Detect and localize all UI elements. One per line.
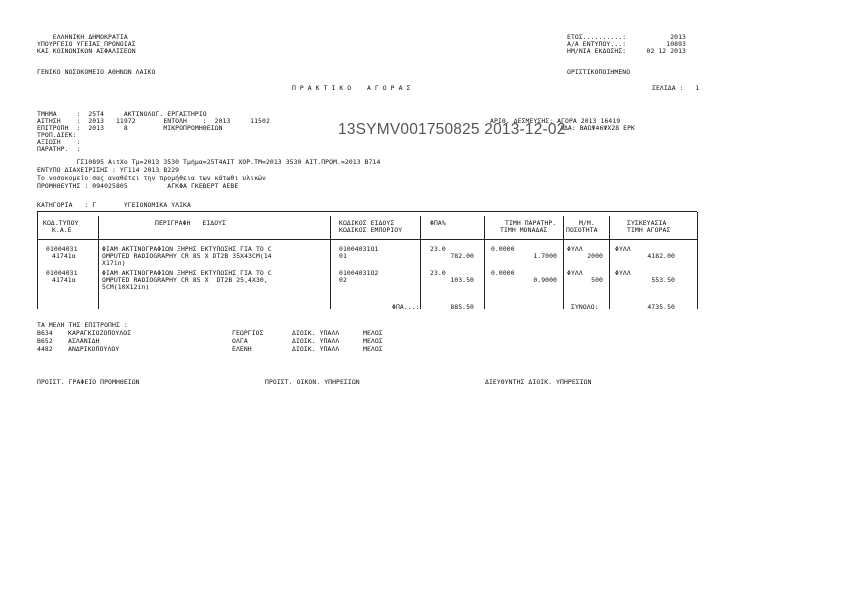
header-kae: Κ.Α.Ε	[52, 226, 72, 234]
table-col-sep	[330, 216, 331, 309]
row2-vat-rate: 23.0	[430, 269, 446, 277]
row1-amount: 4182.00	[647, 252, 675, 260]
row2-vat-amount: 103.50	[450, 276, 474, 284]
row1-desc-2: OMPUTED RADIOGRAPHY CR 85 X DT2B 35X43CM(14	[102, 252, 272, 260]
row1-quantity: 2000	[587, 252, 603, 260]
hospital-name: ΓΕΝΙΚΟ ΝΟΣΟΚΟΜΕΙΟ ΑΘΗΝΩΝ ΛΑΙΚΟ	[37, 68, 156, 76]
header-code-type: ΚΩΔ.ΤΥΠΟΥ	[43, 219, 79, 227]
header-description: ΠΕΡΙΓΡΑΦΗ ΕΙΔΟΥΣ	[155, 219, 227, 227]
row2-kae: 41741α	[52, 276, 76, 284]
member-position: ΜΕΛΟΣ	[363, 345, 383, 353]
vat-total-label: ΦΠΑ...:	[392, 303, 420, 311]
header-purchase-price: ΤΙΜΗ ΑΓΟΡΑΣ	[627, 226, 671, 234]
meta-remarks: ΠΑΡΑΤΗΡ. :	[37, 145, 81, 153]
row1-item-code: 01004031О1	[339, 245, 379, 253]
member-name: ΓΕΩΡΓΙΟΣ	[232, 329, 264, 337]
vat-total-value: 885.50	[450, 303, 474, 311]
supplier-line: ΠΡΟΜΗΘΕΥΤΗΣ : 094025805 ΑΓΚΦΑ ΓΚΕΒΕΡΤ ΑΕΒΕ	[37, 182, 239, 190]
form-number-label: Α/Α ΕΝΤΥΠΟΥ...:	[567, 40, 627, 48]
ministry-line-3: ΚΑΙ ΚΟΙΝΩΝΙΚΩΝ ΑΣΦΑΛΙΣΕΩΝ	[37, 47, 136, 55]
ministry-line-2: ΥΠΟΥΡΓΕΙΟ ΥΓΕΙΑΣ ΠΡΟΝΟΙΑΣ	[37, 40, 136, 48]
row2-desc-1: ΦΙΑΜ ΑΚΤΙΝΟΓΡΑΦΙΩΝ ΞΗΡΗΣ ΕΚΤΥΠΩΣΗΣ ΓΙΑ ΤΟ C	[102, 269, 272, 277]
year-label: ΕΤΟΣ..........:	[567, 33, 627, 41]
member-id: 4482	[37, 345, 53, 353]
header-quantity: ΠΟΣΟΤΗΤΑ	[566, 226, 598, 234]
reference-note: ΓΣ10895 ΑιτΧο Τμ=2013 3530 Τμήμα=25Τ4ΑΙΤ ΧΟΡ.ΤΜ=2013 3530 ΑΙΤ.ΠΡΟΜ.=2013 Β714	[37, 158, 381, 166]
meta-procedure: ΤΡΟΠ.ΔΙΕΚ:	[37, 131, 77, 139]
header-item-code: ΚΩΔΙΚΟΣ ΕΙΔΟΥΣ	[339, 219, 395, 227]
management-form-note: ΕΝΤΥΠΟ ΔΙΑΧΕΙΡΙΣΗΣ : ΥΓ114 2013 Β229	[37, 166, 180, 174]
grand-total-label: ΣΥΝΟΛΟ:	[571, 303, 599, 311]
header-unit: Μ/Μ.	[579, 219, 595, 227]
category-line: ΚΑΤΗΓΟΡΙΑ : Γ ΥΓΕΙΟΝΟΜΙΚΑ ΥΛΙΚΑ	[37, 201, 191, 209]
table-border-right	[697, 212, 698, 309]
row1-desc-1: ΦΙΑΜ ΑΚΤΙΝΟΓΡΑΦΙΩΝ ΞΗΡΗΣ ΕΚΤΥΠΩΣΗΣ ΓΙΑ ΤΟ C	[102, 245, 272, 253]
member-role: ΔΙΟΙΚ. ΥΠΑΛΛ	[292, 345, 340, 353]
row2-amount: 553.50	[651, 276, 675, 284]
row2-unit: ΦΥΛΛ	[567, 269, 583, 277]
table-col-sep	[609, 216, 610, 309]
row2-desc-2: OMPUTED RADIOGRAPHY CR 85 X DT2B 25,4X30,	[102, 276, 268, 284]
table-border-left	[37, 212, 38, 309]
registry-stamp: 13SYMV001750825 2013-12-02	[338, 121, 566, 138]
grand-total-value: 4735.50	[647, 303, 675, 311]
meta-request: ΑΙΤΗΣΗ : 2013 11972 ΕΝΤΟΛΗ : 2013 11502	[37, 117, 270, 125]
year-value: 2013	[670, 33, 686, 41]
document-title: Π Ρ Α Κ Τ Ι Κ Ο Α Γ Ο Ρ Α Σ	[292, 84, 411, 92]
row1-vat-amount: 782.00	[450, 252, 474, 260]
header-packaging: ΣΥΣΚΕΥΑΣΙΑ	[627, 219, 667, 227]
meta-claim: ΑΞΙΩΣΗ :	[37, 138, 81, 146]
assignment-note: Το νοσοκομείο σας αναθέτει την προμήθεια των κάτωθι υλικών	[37, 174, 266, 182]
meta-department: ΤΜΗΜΑ : 25Τ4 ΑΚΤΙΝΟΛΟΓ. ΕΡΓΑΣΤΗΡΙΟ	[37, 110, 207, 118]
member-surname: ΑΝΔΡΙΚΟΠΟΥΛΟΥ	[68, 345, 120, 353]
member-role: ΔΙΟΙΚ. ΥΠΑΛΛ	[292, 337, 340, 345]
issue-date-label: ΗΜ/ΝΙΑ ΕΚΔΟΣΗΣ:	[567, 47, 627, 55]
row2-packaging: ΦΥΛΛ	[615, 269, 631, 277]
member-name: ΕΛΕΝΗ	[232, 345, 252, 353]
ada-code: ΑΔΑ: ΒΑΩΨ46ΨΧ28 ΕΡΚ	[560, 124, 636, 132]
member-surname: ΑΣΛΑΝΙΔΗ	[68, 337, 100, 345]
row1-packaging: ΦΥΛΛ	[615, 245, 631, 253]
commitment-number: ΑΡΙΘ. ΔΕΣΜΕΥΣΗΣ: ΑΓΟΡΑ 2013 16419	[490, 117, 621, 125]
meta-committee: ΕΠΙΤΡΟΠΗ : 2013 8 ΜΙΚΡΟΠΡΟΜΗΘΕΙΩΝ	[37, 124, 223, 132]
table-col-sep	[420, 216, 421, 309]
issue-date-value: 02 12 2013	[646, 47, 686, 55]
table-header-rule	[37, 239, 697, 240]
member-position: ΜΕΛΟΣ	[363, 329, 383, 337]
row2-ref-price: 0.0000	[491, 269, 515, 277]
signature-procurement-head: ΠΡΟΙΣΤ. ΓΡΑΦΕΙΟ ΠΡΟΜΗΘΕΙΩΝ	[37, 378, 140, 386]
table-col-sep	[98, 216, 99, 309]
page-number: ΣΕΛΙΔΑ : 1	[652, 84, 700, 92]
row1-code-type: 01004031	[46, 245, 78, 253]
form-number-value: 10893	[666, 40, 686, 48]
header-vat: ΦΠΑ%	[430, 219, 446, 227]
row2-code-type: 01004031	[46, 269, 78, 277]
row1-unit: ΦΥΛΛ	[567, 245, 583, 253]
row1-ref-price: 0.0000	[491, 245, 515, 253]
row2-unit-price: 0.9000	[533, 276, 557, 284]
table-col-sep	[484, 216, 485, 309]
ministry-line-1: ΕΛΛΗΝΙΚΗ ΔΗΜΟΚΡΑΤΙΑ	[37, 33, 128, 41]
row1-desc-3: X17in)	[102, 259, 126, 267]
member-role: ΔΙΟΙΚ. ΥΠΑΛΛ	[292, 329, 340, 337]
row1-vat-rate: 23.0	[430, 245, 446, 253]
committee-title: ΤΑ ΜΕΛΗ ΤΗΣ ΕΠΙΤΡΟΠΗΣ :	[37, 321, 128, 329]
row2-quantity: 500	[591, 276, 603, 284]
row2-item-code: 01004031О2	[339, 269, 379, 277]
member-surname: ΚΑΡΑΓΚΙΟΖΟΠΟΥΛΟΣ	[68, 329, 132, 337]
row1-merchant-code: 01	[339, 252, 347, 260]
status-label: ΟΡΙΣΤΙΚΟΠΟΙΗΜΕΝΟ	[567, 68, 631, 76]
member-position: ΜΕΛΟΣ	[363, 337, 383, 345]
header-ref-price: ΤΙΜΗ ΠΑΡΑΤΗΡ.	[505, 219, 557, 227]
member-id: Β634	[37, 329, 53, 337]
row1-kae: 41741α	[52, 252, 76, 260]
row2-desc-3: 5CM(10X12in)	[102, 283, 150, 291]
row1-unit-price: 1.7000	[533, 252, 557, 260]
table-col-sep	[563, 216, 564, 309]
signature-finance-head: ΠΡΟΙΣΤ. ΟΙΚΟΝ. ΥΠΗΡΕΣΙΩΝ	[265, 378, 360, 386]
signature-admin-director: ΔΙΕΥΘΥΝΤΗΣ ΔΙΟΙΚ. ΥΠΗΡΕΣΙΩΝ	[485, 378, 592, 386]
header-unit-price: ΤΙΜΗ ΜΟΝΑΔΑΣ	[500, 226, 548, 234]
row2-merchant-code: 02	[339, 276, 347, 284]
header-merchant-code: ΚΩΔΙΚΟΣ ΕΜΠΟΡΙΟΥ	[339, 226, 403, 234]
table-top-rule	[37, 211, 697, 212]
member-name: ΟΛΓΑ	[232, 337, 248, 345]
member-id: Β652	[37, 337, 53, 345]
